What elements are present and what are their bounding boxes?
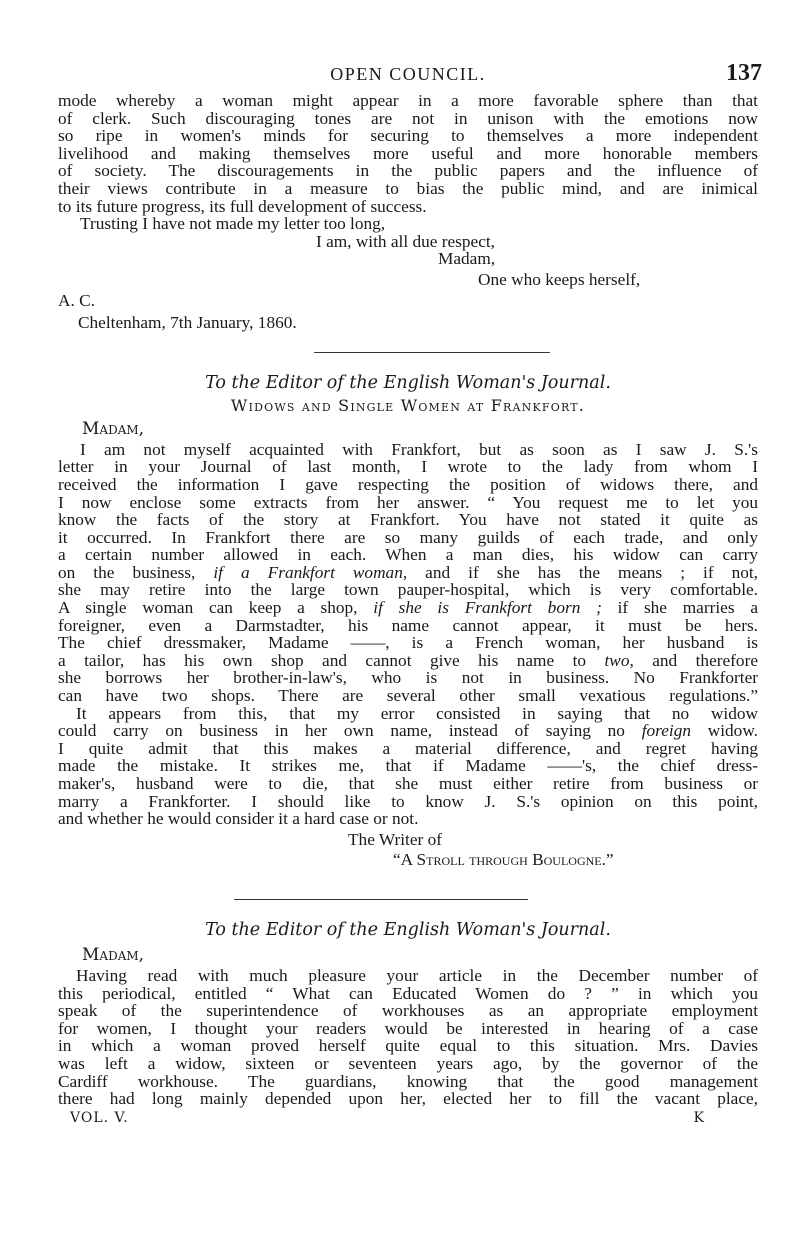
running-head [58, 60, 762, 92]
text-line: for women, I thought your readers would be interested in hearing of a case [58, 1018, 758, 1038]
text-line: of clerk. Such discouraging tones are not in unison with the emotions now [58, 108, 758, 128]
text-line: Cardiff workhouse. The guardians, knowing that the good management [58, 1071, 758, 1091]
text-line: maker's, husband were to die, that she must either retire from business or [58, 774, 758, 793]
text-run: if she marries a [601, 598, 758, 618]
text-run: widow. [690, 721, 758, 741]
text-line: of society. The discouragements in the public papers and the influence of [58, 161, 758, 181]
text-line [58, 652, 758, 670]
text-line: mode whereby a woman might appear in a more favorable sphere than that [58, 91, 758, 110]
text-line: it occurred. In Frankfort there are so many guilds of each trade, and only [58, 527, 758, 547]
letter-2-body [58, 441, 758, 869]
text-line: It appears from this, that my error consisted in saying that no widow [76, 703, 758, 723]
text-line: speak of the superintendence of workhouses as an appropriate employment [58, 1001, 758, 1021]
text-run: could carry on business in her own name, instead of saying no [58, 721, 642, 741]
text-line: there had long mainly depended upon her, elected her to fill the vacant place, [58, 1089, 758, 1109]
text-emphasis: if a Frankfort woman, [213, 562, 408, 582]
page-footer [58, 1110, 758, 1130]
text-line [58, 599, 758, 617]
volume-marker: VOL. V. [70, 1109, 129, 1126]
text-line: made the mistake. It strikes me, that if Madame ——'s, the chief dress- [58, 756, 758, 776]
section-divider [314, 352, 550, 353]
salutation: Madam, [82, 944, 145, 965]
page-number: 137 [726, 60, 762, 86]
text-line [58, 564, 758, 582]
text-line: foreigner, even a Darmstadter, his name cannot appear, it must be hers. [58, 615, 758, 635]
text-run: a tailor, has his own shop and cannot give his name to [58, 650, 605, 670]
signature-line: Madam, [438, 249, 496, 269]
letter-2-subheading: Widows and Single Women at Frankfort. [230, 395, 586, 415]
letter-3-body [58, 967, 758, 1108]
text-line: a certain number allowed in each. When a man dies, his widow can carry [58, 545, 758, 565]
salutation: Madam, [82, 418, 145, 439]
section-divider [234, 899, 528, 900]
text-line: Having read with much pleasure your article in the December number of [76, 965, 758, 985]
letter-3-heading: To the Editor of the English Woman's Journal. [205, 919, 611, 940]
text-line: marry a Frankforter. I should like to know J. S.'s opinion on this point, [58, 791, 758, 811]
text-line: can have two shops. There are several other small vexatious regulations.” [58, 686, 758, 706]
text-line: in which a woman proved herself quite equal to this situation. Mrs. Davies [58, 1036, 758, 1056]
text-line: this periodical, entitled “ What can Educated Women do ? ” in which you [58, 983, 758, 1003]
text-line: was left a widow, sixteen or seventeen years ago, by the governor of the [58, 1053, 758, 1073]
text-line: and whether he would consider it a hard case or not. [58, 809, 419, 829]
signature-mark: K [693, 1109, 704, 1126]
letter-2-heading: To the Editor of the English Woman's Journal. [205, 372, 611, 393]
text-line: I now enclose some extracts from her answer. “ You request me to let you [58, 492, 758, 512]
text-line: The chief dressmaker, Madame ——, is a French woman, her husband is [58, 633, 758, 653]
letter-1-body [58, 92, 758, 332]
text-line: livelihood and making themselves more useful and more honorable members [58, 143, 758, 163]
text-line: letter in your Journal of last month, I wrote to the lady from whom I [58, 457, 758, 477]
running-title: OPEN COUNCIL. [330, 64, 486, 84]
signature-line: The Writer of [348, 829, 442, 849]
text-line: I am not myself acquainted with Frankfort, but as soon as I saw J. S.'s [80, 439, 758, 459]
text-emphasis: foreign [641, 721, 691, 741]
text-emphasis: two, [604, 650, 634, 670]
text-emphasis: if she is Frankfort born ; [373, 598, 602, 618]
page [58, 60, 762, 1130]
place-date: Cheltenham, 7th January, 1860. [78, 313, 297, 333]
text-line: I quite admit that this makes a material difference, and regret having [58, 738, 758, 758]
text-run: A single woman can keep a shop, [58, 598, 374, 618]
text-line: their views contribute in a measure to bias the public mind, and are inimical [58, 178, 758, 198]
text-line: she borrows her brother-in-law's, who is not in business. No Frankforter [58, 668, 758, 688]
text-line [58, 722, 758, 740]
text-line: so ripe in women's minds for securing to themselves a more independent [58, 126, 758, 146]
signature-line: I am, with all due respect, [316, 231, 495, 251]
text-line: received the information I gave respecting the position of widows there, and [58, 474, 758, 494]
text-line: she may retire into the large town pauper-hospital, which is very comfortable. [58, 580, 758, 600]
closing-line: Trusting I have not made my letter too long, [80, 214, 386, 234]
text-line: know the facts of the story at Frankfort. You have not stated it quite as [58, 510, 758, 530]
text-run: and therefore [633, 650, 758, 670]
text-line: to its future progress, its full development of success. [58, 196, 427, 216]
signature-initials: A. C. [58, 290, 95, 310]
text-run: and if she has the means ; if not, [407, 562, 759, 582]
text-run: on the business, [58, 562, 214, 582]
signature-line: “A Stroll through Boulogne.” [393, 850, 614, 870]
signature-line: One who keeps herself, [478, 269, 641, 289]
